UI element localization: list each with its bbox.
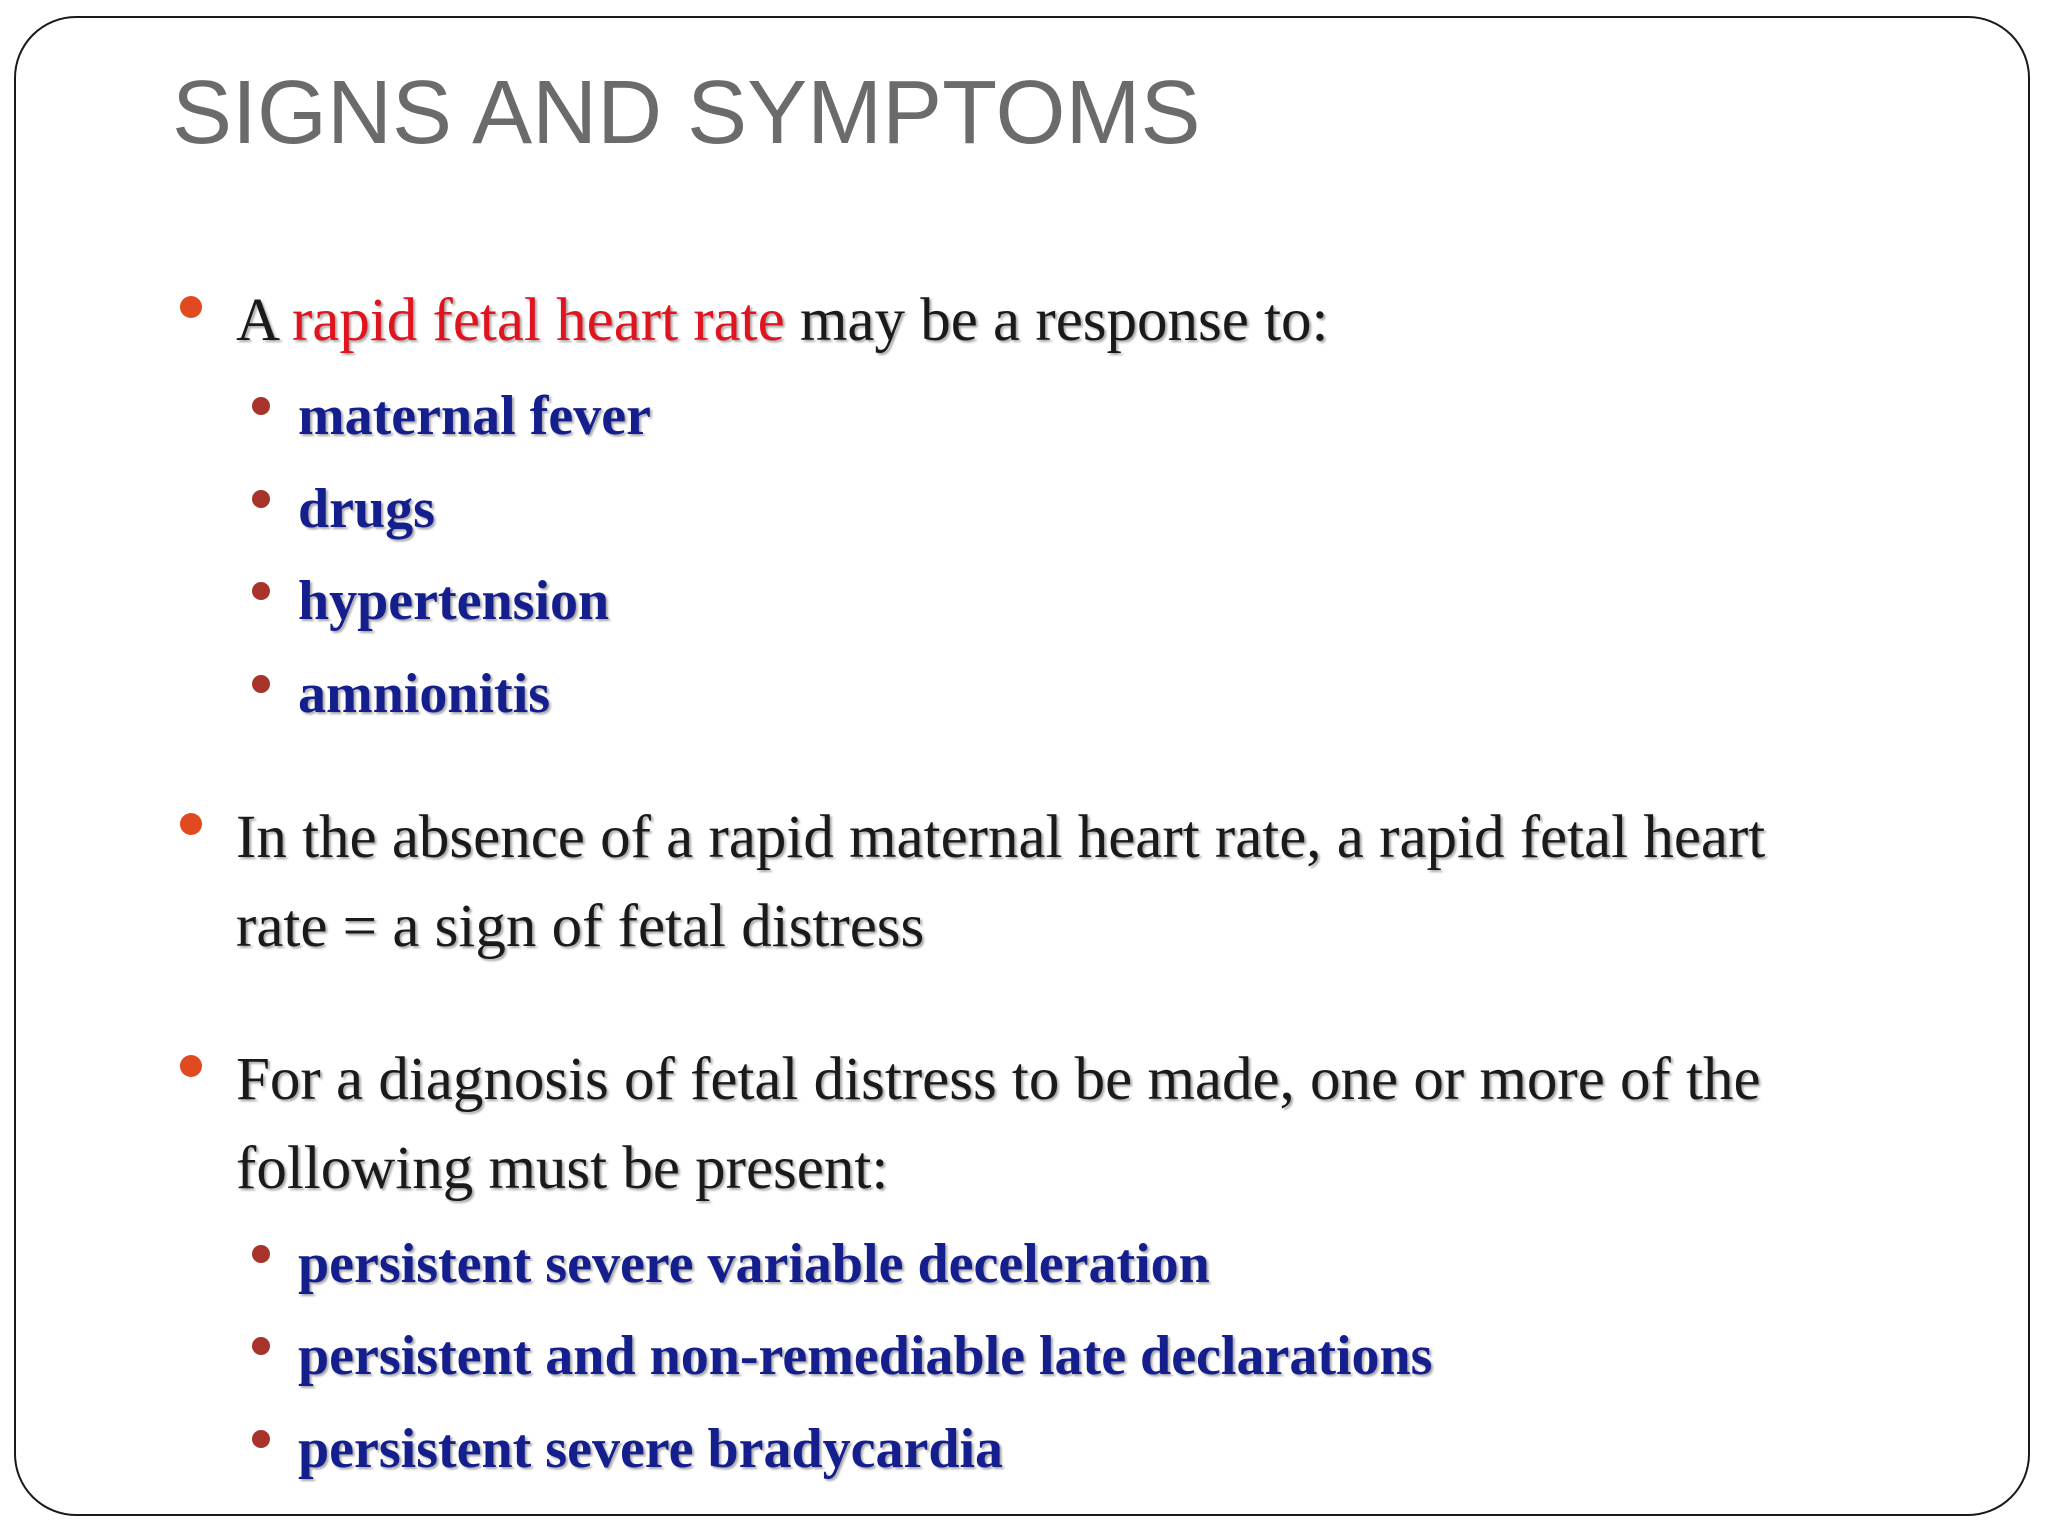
bullet-1-text: [236, 276, 1328, 366]
bullet-1-subitem: hypertension: [298, 570, 610, 632]
bullet-3-subitem: persistent severe bradycardia: [298, 1418, 1004, 1480]
slide-title: SIGNS AND SYMPTOMS: [172, 63, 1201, 163]
bullet-sub-icon: [252, 1245, 270, 1263]
bullet-main-icon: [180, 296, 202, 318]
bullet-3-line: For a diagnosis of fetal distress to be made, one or more of the: [236, 1046, 1761, 1113]
bullet-sub-icon: [252, 1430, 270, 1448]
bullet-1-subitem: maternal fever: [298, 385, 651, 447]
bullet-3-line: following must be present:: [236, 1135, 889, 1202]
bullet-3-subitem: persistent severe variable deceleration: [298, 1233, 1210, 1295]
bullet-sub-icon: [252, 582, 270, 600]
bullet-main-icon: [180, 1055, 202, 1077]
bullet-sub-icon: [252, 1337, 270, 1355]
bullet-sub-icon: [252, 490, 270, 508]
bullet-2-line: In the absence of a rapid maternal heart rate, a rapid fetal heart: [236, 804, 1766, 871]
bullet-sub-icon: [252, 675, 270, 693]
bullet-2-line: rate = a sign of fetal distress: [236, 893, 925, 960]
bullet-1-subitem: drugs: [298, 478, 435, 540]
bullet-3-subitem: persistent and non-remediable late declarations: [298, 1325, 1433, 1387]
bullet-1-highlight: rapid fetal heart rate: [291, 287, 785, 354]
bullet-1-prefix: A: [236, 287, 292, 354]
bullet-main-icon: [180, 813, 202, 835]
bullet-1-suffix: may be a response to:: [784, 287, 1329, 354]
bullet-1-subitem: amnionitis: [298, 663, 551, 725]
bullet-sub-icon: [252, 397, 270, 415]
